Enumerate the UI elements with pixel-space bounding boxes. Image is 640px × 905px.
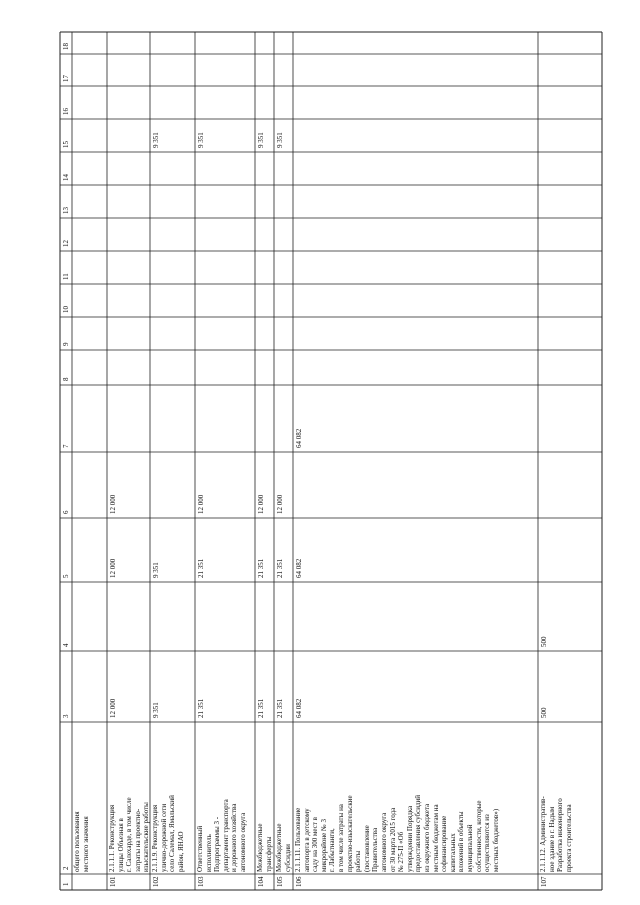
- column-header: 2: [62, 866, 70, 870]
- cell-value: 9 351: [152, 562, 160, 578]
- column-header: 5: [62, 574, 70, 578]
- row-name-line: софинансирование: [440, 815, 449, 872]
- row-name-line: г. Салехарде, в том числе: [125, 797, 134, 872]
- row-name-line: Правительства: [371, 827, 380, 872]
- row-name-line: проектно-изыскательские: [345, 795, 354, 872]
- row-name-line: ное здание в г. Надым: [547, 806, 556, 872]
- row-number: 107: [540, 876, 548, 887]
- row-name-line: 2.1.1.1. Реконструкция: [108, 804, 116, 872]
- cell-value: 9 351: [197, 132, 205, 148]
- row-name-line: район, ЯНАО: [176, 831, 185, 872]
- row-name-line: (постановление: [362, 825, 371, 872]
- row-name-line: Ответственный: [196, 825, 204, 872]
- row-name-line: предоставления субсидий: [414, 794, 423, 872]
- row-name-line: в том числе затраты на: [337, 804, 345, 872]
- row-name-line: 2.1.1.12. Административ-: [539, 796, 547, 872]
- row-name-line: от 30 марта 2015 года: [388, 807, 397, 872]
- row-name-line: Межбюджетные: [275, 823, 283, 872]
- cell-value: 21 351: [197, 698, 205, 718]
- cell-value: 12 000: [109, 558, 117, 578]
- row-number: 103: [197, 876, 205, 887]
- column-header: 7: [62, 444, 70, 448]
- cell-value: 12 000: [109, 494, 117, 514]
- row-name-line: изыскательские работы: [142, 802, 151, 872]
- row-number: 101: [109, 876, 117, 887]
- row-name-line: работы: [354, 850, 363, 872]
- column-header: 6: [62, 510, 70, 514]
- cell-value: 12 000: [257, 494, 265, 514]
- row-name-line: автопорта в детскому: [302, 808, 311, 872]
- row-name-line: Разработка инженерного: [556, 798, 565, 872]
- cell-value: 12 000: [276, 494, 284, 514]
- cell-value: 12 000: [197, 494, 205, 514]
- row-name-line: вложений в объекты: [457, 811, 466, 872]
- column-header: 3: [62, 714, 70, 718]
- cell-value: 9 351: [257, 132, 265, 148]
- row-name-line: автономного округа: [239, 812, 247, 872]
- cell-value: 64 082: [295, 558, 303, 578]
- cell-value: 21 351: [257, 558, 265, 578]
- column-header: 11: [62, 273, 70, 280]
- cell-value: 21 351: [257, 698, 265, 718]
- row-name-line: № 275-П «Об: [397, 831, 406, 872]
- row-name-line: г. Лабытнанги,: [328, 828, 337, 872]
- column-header: 13: [62, 207, 70, 214]
- row-name-line: автономного округа: [380, 812, 388, 872]
- row-name-line: улично-дорожной сети: [159, 803, 168, 872]
- row-name-line: 2.1.1.9. Реконструкция: [151, 804, 159, 872]
- row-number: 106: [295, 876, 303, 887]
- row-name-line: местного значения: [81, 816, 90, 872]
- column-header: 12: [62, 240, 70, 247]
- column-header: 4: [62, 643, 70, 647]
- column-header: 16: [62, 108, 70, 115]
- cell-value: 9 351: [152, 702, 160, 718]
- row-name-line: и дорожного хозяйства: [230, 803, 239, 872]
- row-name-line: департамент транспорта: [221, 799, 230, 872]
- budget-table: [60, 32, 602, 890]
- row-name-line: село Салемал, Ямальский: [168, 795, 177, 872]
- row-name-line: субсидии: [283, 844, 292, 872]
- cell-value: 64 082: [295, 428, 303, 448]
- column-header: 10: [62, 306, 70, 313]
- row-name-line: местных бюджетов»): [491, 808, 500, 872]
- cell-value: 64 082: [295, 698, 303, 718]
- row-number: 104: [257, 876, 265, 887]
- row-name-line: проекта строительства: [564, 804, 573, 872]
- column-header: 8: [62, 377, 70, 381]
- cell-value: 21 351: [197, 558, 205, 578]
- cell-value: 21 351: [276, 698, 284, 718]
- row-number: 102: [152, 876, 160, 887]
- table-grid: [60, 32, 602, 890]
- row-name-line: утверждении Порядка: [405, 805, 414, 872]
- column-header: 14: [62, 174, 70, 181]
- row-name-line: саду на 300 мест в: [311, 817, 320, 872]
- column-header: 18: [62, 43, 70, 50]
- row-name-line: местным бюджетам на: [431, 804, 440, 872]
- row-name-line: Подпрограммы 3 -: [213, 816, 222, 872]
- row-name-line: муниципальной: [466, 824, 474, 872]
- column-header: 1: [62, 882, 70, 886]
- column-header: 15: [62, 141, 70, 148]
- row-name-line: микрорайоне № 3: [319, 819, 328, 872]
- row-name-line: общего пользования: [73, 811, 81, 872]
- row-name-line: исполнитель: [204, 834, 213, 872]
- cell-value: 500: [540, 707, 548, 718]
- row-name-line: из окружного бюджета: [423, 803, 431, 872]
- cell-value: 12 000: [109, 698, 117, 718]
- row-name-line: 2.1.1.11. Пользование: [294, 807, 302, 872]
- row-name-line: затраты на проектно-: [133, 808, 142, 872]
- cell-value: 21 351: [276, 558, 284, 578]
- column-header: 17: [62, 75, 70, 82]
- cell-value: 9 351: [276, 132, 284, 148]
- row-name-line: капитальных: [448, 833, 457, 872]
- row-name-line: Межбюджетные: [256, 823, 264, 872]
- cell-value: 9 351: [152, 132, 160, 148]
- column-header: 9: [62, 342, 70, 346]
- cell-value: 500: [540, 636, 548, 647]
- row-name-line: трансферты: [264, 836, 273, 872]
- row-name-line: улицы Объезная в: [116, 818, 125, 872]
- row-name-line: собственности, которые: [474, 800, 483, 872]
- row-number: 105: [276, 876, 284, 887]
- row-name-line: осуществляются из: [483, 814, 492, 872]
